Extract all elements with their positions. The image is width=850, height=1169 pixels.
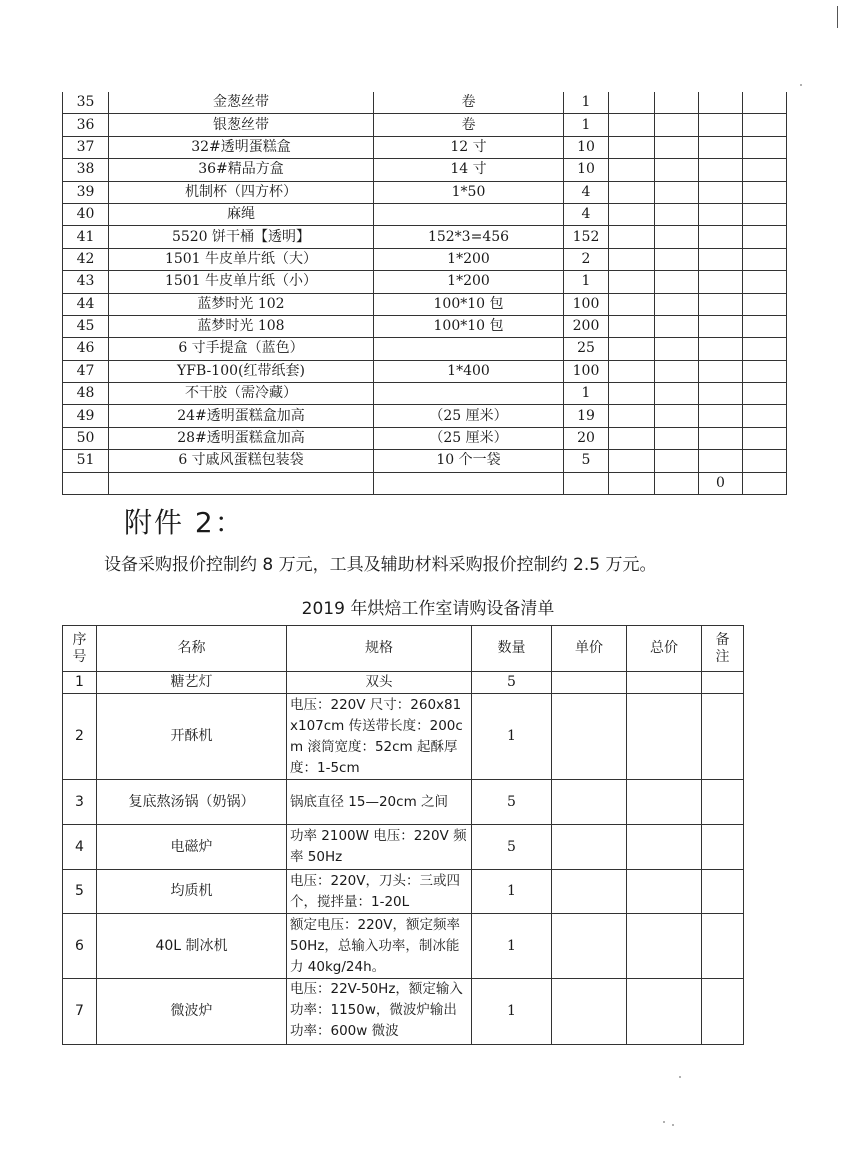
list-row <box>63 383 787 405</box>
list-row-spec: 1*400 <box>374 360 564 382</box>
list-row-empty-cell <box>609 203 655 225</box>
header-spec: 规格 <box>287 626 472 672</box>
list-row-no: 51 <box>63 450 109 472</box>
list-row-empty-cell <box>743 383 787 405</box>
list-row-qty: 4 <box>564 181 609 203</box>
equipment-row-spec: 额定电压：220V，额定频率 50Hz，总输入功率，制冰能力 40kg/24h。 <box>287 914 472 979</box>
list-row-empty-cell <box>699 338 743 360</box>
list-total-empty-cell <box>374 472 564 494</box>
list-row-empty-cell <box>655 293 699 315</box>
equipment-row-unit-price <box>552 694 627 780</box>
list-row-empty-cell <box>699 450 743 472</box>
list-total-empty-cell <box>63 472 109 494</box>
list-row-spec <box>374 203 564 225</box>
equipment-row-remark <box>702 672 744 694</box>
list-row-spec: 100*10 包 <box>374 315 564 337</box>
list-row-qty: 100 <box>564 293 609 315</box>
list-row-name: 24#透明蛋糕盒加高 <box>109 405 374 427</box>
equipment-row-spec <box>287 979 472 1045</box>
list-total-empty-cell <box>109 472 374 494</box>
list-row-name: 5520 饼干桶【透明】 <box>109 226 374 248</box>
header-no: 序号 <box>63 626 97 672</box>
list-row-spec: （25 厘米） <box>374 405 564 427</box>
header-remark: 备注 <box>702 626 744 672</box>
equipment-row-remark <box>702 979 744 1045</box>
equipment-row-name: 40L 制冰机 <box>97 914 287 979</box>
list-row <box>63 293 787 315</box>
equipment-row-unit-price <box>552 870 627 914</box>
equipment-row <box>63 780 744 825</box>
equipment-row-unit-price <box>552 780 627 825</box>
list-row-no: 44 <box>63 293 109 315</box>
equipment-row <box>63 694 744 780</box>
list-row-spec: 152*3=456 <box>374 226 564 248</box>
list-row-empty-cell <box>743 450 787 472</box>
equipment-row-name: 复底熬汤锅（奶锅） <box>97 780 287 825</box>
list-row-qty: 20 <box>564 427 609 449</box>
list-row-empty-cell <box>699 226 743 248</box>
list-row-empty-cell <box>699 136 743 158</box>
list-row-empty-cell <box>743 338 787 360</box>
list-row-empty-cell <box>743 248 787 270</box>
list-row-empty-cell <box>609 159 655 181</box>
list-row-no: 46 <box>63 338 109 360</box>
list-row <box>63 338 787 360</box>
list-row-empty-cell <box>699 427 743 449</box>
equipment-row-unit-price <box>552 825 627 870</box>
list-row-name: 不干胶（需冷藏） <box>109 383 374 405</box>
list-row-no: 45 <box>63 315 109 337</box>
list-row-spec: 1*50 <box>374 181 564 203</box>
list-row-no: 39 <box>63 181 109 203</box>
scan-speck <box>672 1124 674 1126</box>
equipment-row <box>63 825 744 870</box>
list-row-empty-cell <box>699 203 743 225</box>
header-qty: 数量 <box>472 626 552 672</box>
list-row-empty-cell <box>655 427 699 449</box>
annex-title: 附件 2： <box>124 506 245 539</box>
list-row-empty-cell <box>699 360 743 382</box>
equipment-row-no: 3 <box>63 780 97 825</box>
list-row-empty-cell <box>609 248 655 270</box>
equipment-row-no: 2 <box>63 694 97 780</box>
scan-speck <box>663 1121 665 1123</box>
equipment-row-qty: 5 <box>472 825 552 870</box>
list-row-qty: 1 <box>564 114 609 136</box>
list-row-no: 37 <box>63 136 109 158</box>
list-row-empty-cell <box>743 360 787 382</box>
list-row <box>63 405 787 427</box>
list-row <box>63 159 787 181</box>
list-row-no: 40 <box>63 203 109 225</box>
list-row-qty: 4 <box>564 203 609 225</box>
list-row-no: 42 <box>63 248 109 270</box>
list-row-qty: 2 <box>564 248 609 270</box>
equipment-row-name: 电磁炉 <box>97 825 287 870</box>
list-row-empty-cell <box>655 136 699 158</box>
list-row-empty-cell <box>743 293 787 315</box>
list-row-empty-cell <box>609 181 655 203</box>
list-row-empty-cell <box>655 271 699 293</box>
list-row <box>63 181 787 203</box>
list-row-name: 1501 牛皮单片纸（大） <box>109 248 374 270</box>
list-row-name: 32#透明蛋糕盒 <box>109 136 374 158</box>
equipment-row-spec-text: 电压：22V-50Hz，额定输入功率：1150w，微波炉输出功率：600w 微波 <box>290 981 463 1039</box>
list-row-name: 蓝梦时光 102 <box>109 293 374 315</box>
list-row-empty-cell <box>699 92 743 114</box>
list-row-name: 蓝梦时光 108 <box>109 315 374 337</box>
header-name: 名称 <box>97 626 287 672</box>
list-row-qty: 10 <box>564 159 609 181</box>
list-row-qty: 200 <box>564 315 609 337</box>
list-row <box>63 248 787 270</box>
list-row-empty-cell <box>609 383 655 405</box>
list-row-qty: 1 <box>564 383 609 405</box>
equipment-row-no: 1 <box>63 672 97 694</box>
list-row-empty-cell <box>655 248 699 270</box>
equipment-row-no: 4 <box>63 825 97 870</box>
equipment-row-no: 7 <box>63 979 97 1045</box>
list-total-empty-cell <box>564 472 609 494</box>
list-row-spec: 卷 <box>374 92 564 114</box>
equipment-list-title: 2019 年烘焙工作室请购设备清单 <box>301 599 555 619</box>
list-row-empty-cell <box>609 405 655 427</box>
list-row <box>63 360 787 382</box>
list-row-qty: 25 <box>564 338 609 360</box>
list-row-name: 金葱丝带 <box>109 92 374 114</box>
list-total-empty-cell <box>743 472 787 494</box>
list-row-spec: 卷 <box>374 114 564 136</box>
equipment-row-no: 5 <box>63 870 97 914</box>
list-row-empty-cell <box>743 136 787 158</box>
list-row-empty-cell <box>743 159 787 181</box>
list-row-empty-cell <box>655 181 699 203</box>
equipment-row-remark <box>702 780 744 825</box>
equipment-row-spec: 双头 <box>287 672 472 694</box>
list-row-name: 1501 牛皮单片纸（小） <box>109 271 374 293</box>
list-row-empty-cell <box>699 181 743 203</box>
list-row-no: 48 <box>63 383 109 405</box>
list-row-empty-cell <box>743 427 787 449</box>
list-row-name: 28#透明蛋糕盒加高 <box>109 427 374 449</box>
equipment-row-total <box>627 979 702 1045</box>
list-row-name: 6 寸戚风蛋糕包装袋 <box>109 450 374 472</box>
list-row-empty-cell <box>609 226 655 248</box>
equipment-row-no: 6 <box>63 914 97 979</box>
list-row-empty-cell <box>743 405 787 427</box>
list-row-empty-cell <box>743 203 787 225</box>
list-row-empty-cell <box>655 226 699 248</box>
list-row-qty: 152 <box>564 226 609 248</box>
list-row-qty: 1 <box>564 271 609 293</box>
list-row <box>63 226 787 248</box>
list-row-name: 机制杯（四方杯） <box>109 181 374 203</box>
list-row-name: 银葱丝带 <box>109 114 374 136</box>
page-edge-mark <box>837 6 838 28</box>
equipment-row <box>63 870 744 914</box>
list-total-value: 0 <box>699 472 743 494</box>
list-row-empty-cell <box>699 383 743 405</box>
equipment-row-total <box>627 914 702 979</box>
list-row-empty-cell <box>699 248 743 270</box>
list-row-spec: 12 寸 <box>374 136 564 158</box>
list-row-empty-cell <box>609 360 655 382</box>
list-row-no: 35 <box>63 92 109 114</box>
list-row <box>63 114 787 136</box>
equipment-row-name: 开酥机 <box>97 694 287 780</box>
list-row <box>63 427 787 449</box>
list-row-empty-cell <box>743 181 787 203</box>
list-row-qty: 19 <box>564 405 609 427</box>
equipment-row-spec: 锅底直径 15—20cm 之间 <box>287 780 472 825</box>
equipment-row <box>63 672 744 694</box>
list-row-no: 38 <box>63 159 109 181</box>
equipment-row-total <box>627 672 702 694</box>
equipment-row-remark <box>702 870 744 914</box>
list-row-empty-cell <box>743 226 787 248</box>
list-row-no: 36 <box>63 114 109 136</box>
equipment-row-remark <box>702 914 744 979</box>
list-total-row <box>63 472 787 494</box>
list-row-empty-cell <box>655 203 699 225</box>
equipment-row-name: 均质机 <box>97 870 287 914</box>
list-row-no: 49 <box>63 405 109 427</box>
list-row-empty-cell <box>609 92 655 114</box>
list-row-no: 50 <box>63 427 109 449</box>
list-row-empty-cell <box>609 136 655 158</box>
list-row-empty-cell <box>699 114 743 136</box>
list-row-name: 36#精品方盒 <box>109 159 374 181</box>
equipment-row-qty: 1 <box>472 979 552 1045</box>
list-row-empty-cell <box>743 92 787 114</box>
list-row-empty-cell <box>609 315 655 337</box>
list-row-empty-cell <box>743 114 787 136</box>
list-row-empty-cell <box>609 427 655 449</box>
list-row-qty: 100 <box>564 360 609 382</box>
list-row-qty: 1 <box>564 92 609 114</box>
list-row-empty-cell <box>655 159 699 181</box>
equipment-row-spec: 功率 2100W 电压：220V 频率 50Hz <box>287 825 472 870</box>
equipment-row-qty: 5 <box>472 780 552 825</box>
list-row-spec: 10 个一袋 <box>374 450 564 472</box>
list-row <box>63 315 787 337</box>
equipment-row-unit-price <box>552 979 627 1045</box>
list-row <box>63 271 787 293</box>
header-unit-price: 单价 <box>552 626 627 672</box>
list-row-spec: 100*10 包 <box>374 293 564 315</box>
list-row <box>63 203 787 225</box>
list-row-no: 47 <box>63 360 109 382</box>
equipment-row <box>63 979 744 1045</box>
equipment-row-spec: 电压：220V 尺寸：260x81x107cm 传送带长度：200cm 滚筒宽度：52cm 起酥厚度：1-5cm <box>287 694 472 780</box>
list-row <box>63 136 787 158</box>
equipment-row-remark <box>702 694 744 780</box>
list-row-empty-cell <box>655 383 699 405</box>
equipment-row-spec: 电压：220V，刀头：三或四个，搅拌量：1-20L <box>287 870 472 914</box>
list-row-empty-cell <box>655 114 699 136</box>
budget-note: 设备采购报价控制约 8 万元，工具及辅助材料采购报价控制约 2.5 万元。 <box>104 555 657 575</box>
scan-speck <box>679 1076 681 1078</box>
supplies-list-table <box>62 92 787 495</box>
list-row-spec: 1*200 <box>374 248 564 270</box>
list-row-empty-cell <box>655 92 699 114</box>
list-row-empty-cell <box>655 360 699 382</box>
equipment-row-qty: 1 <box>472 694 552 780</box>
list-row-no: 43 <box>63 271 109 293</box>
list-row-empty-cell <box>699 159 743 181</box>
header-total: 总价 <box>627 626 702 672</box>
equipment-row-total <box>627 870 702 914</box>
equipment-row-unit-price <box>552 914 627 979</box>
equipment-table <box>62 625 744 1045</box>
list-row-spec <box>374 383 564 405</box>
list-row-empty-cell <box>699 405 743 427</box>
list-row-name: YFB-100(红带纸套) <box>109 360 374 382</box>
list-row <box>63 92 787 114</box>
equipment-row-unit-price <box>552 672 627 694</box>
scan-speck <box>800 84 802 86</box>
list-row-no: 41 <box>63 226 109 248</box>
list-row-empty-cell <box>609 271 655 293</box>
list-row-empty-cell <box>609 293 655 315</box>
list-row-empty-cell <box>743 315 787 337</box>
list-row-qty: 10 <box>564 136 609 158</box>
equipment-row-total <box>627 825 702 870</box>
list-row-empty-cell <box>699 315 743 337</box>
equipment-row-name: 糖艺灯 <box>97 672 287 694</box>
list-row-spec <box>374 338 564 360</box>
equipment-row-name: 微波炉 <box>97 979 287 1045</box>
list-row-empty-cell <box>699 271 743 293</box>
equipment-row-qty: 5 <box>472 672 552 694</box>
list-total-empty-cell <box>609 472 655 494</box>
list-row-name: 6 寸手提盒（蓝色） <box>109 338 374 360</box>
equipment-row-qty: 1 <box>472 870 552 914</box>
list-row-qty: 5 <box>564 450 609 472</box>
list-row <box>63 450 787 472</box>
list-row-empty-cell <box>655 315 699 337</box>
equipment-row-remark <box>702 825 744 870</box>
list-row-empty-cell <box>609 114 655 136</box>
list-row-empty-cell <box>609 450 655 472</box>
list-row-empty-cell <box>699 293 743 315</box>
list-row-spec: （25 厘米） <box>374 427 564 449</box>
list-row-name: 麻绳 <box>109 203 374 225</box>
list-row-empty-cell <box>743 271 787 293</box>
list-total-empty-cell <box>655 472 699 494</box>
list-row-empty-cell <box>655 450 699 472</box>
equipment-row-qty: 1 <box>472 914 552 979</box>
list-row-empty-cell <box>655 405 699 427</box>
equipment-row <box>63 914 744 979</box>
list-row-empty-cell <box>609 338 655 360</box>
list-row-empty-cell <box>655 338 699 360</box>
list-row-spec: 1*200 <box>374 271 564 293</box>
equipment-row-total <box>627 694 702 780</box>
list-row-spec: 14 寸 <box>374 159 564 181</box>
equipment-row-total <box>627 780 702 825</box>
